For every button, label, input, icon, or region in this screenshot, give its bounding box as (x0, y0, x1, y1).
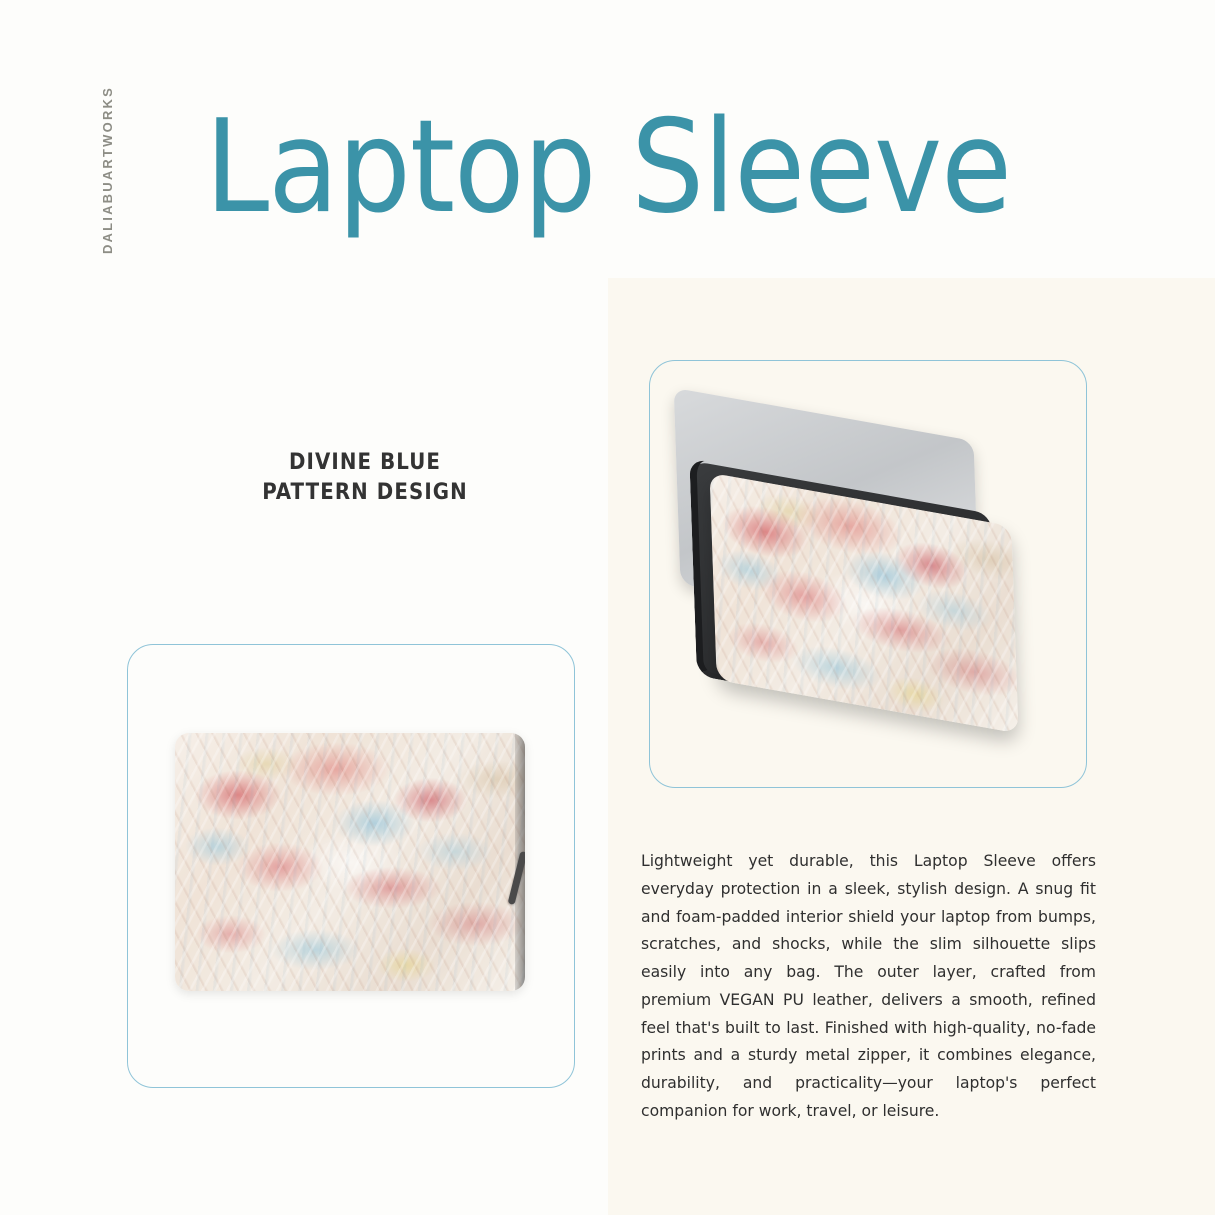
laptop-with-sleeve-image (649, 360, 1087, 788)
page-title: Laptop Sleeve (205, 93, 1011, 242)
product-subtitle-line2: PATTERN DESIGN (262, 480, 468, 506)
laptop-sleeve-front-image (175, 733, 525, 991)
marble-pattern-texture (175, 733, 525, 991)
brand-name-text: DALIABUARTWORKS (99, 86, 115, 255)
brand-vertical-label (96, 86, 118, 286)
product-description: Lightweight yet durable, this Laptop Sleeve offers everyday protection in a sleek, stylish design. A snug fit and foam-padded interior shield your laptop from bumps, scratches, and shocks, while the slim silhouette slips easily into any bag. The outer layer, crafted from premium VEGAN PU leather, delivers a smooth, refined feel that's built to last. Finished with high-quality, no-fade prints and a sturdy metal zipper, it combines elegance, durability, and practicality—your laptop's perfect companion for work, travel, or leisure. (641, 852, 1096, 1120)
product-subtitle (175, 448, 555, 509)
product-subtitle-line1: DIVINE BLUE (288, 450, 442, 475)
